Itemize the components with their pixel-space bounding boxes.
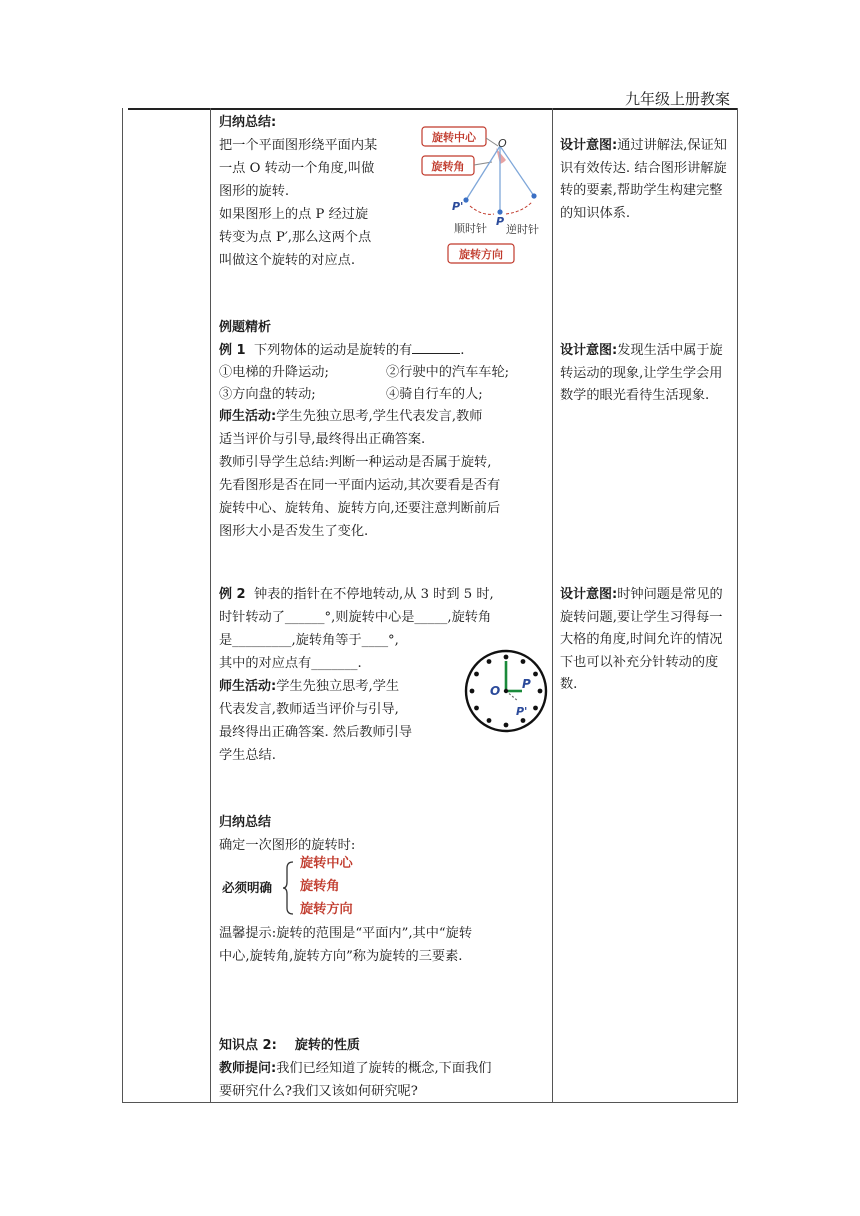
summary-line: 图形的旋转. (219, 184, 290, 199)
examples-title: 例题精析 (219, 320, 272, 335)
clockwise-label: 顺时针 (454, 222, 487, 235)
summary-line: 叫做这个旋转的对应点. (219, 253, 356, 268)
activity-line: 适当评价与引导,最终得出正确答案. (219, 432, 426, 447)
design-intent-3: 设计意图:时钟问题是常见的旋转问题,要让学生习得每一大格的角度,时间允许的情况下也可以补充分针转动的度数. (560, 587, 723, 692)
tip-line: 中心,旋转角,旋转方向”称为旋转的三要素. (219, 949, 463, 964)
example-2-question: 时针转动了______°,则旋转中心是_____,旋转角 (219, 610, 492, 625)
activity-line: 师生活动:学生先独立思考,学生代表发言,教师 (219, 409, 483, 424)
table-col-divider-2 (552, 108, 553, 1103)
summary-line: 图形大小是否发生了变化. (219, 524, 369, 539)
summary-line: 把一个平面图形绕平面内某 (219, 138, 378, 153)
table-border-left (122, 108, 123, 1103)
clock-p-label: P (522, 677, 531, 691)
knowledge-point-2-title: 知识点 2: 旋转的性质 (219, 1038, 360, 1053)
teacher-question: 要研究什么?我们又该如何研究呢? (219, 1084, 418, 1099)
point-o-label: O (498, 137, 507, 150)
table-bottom-rule (122, 1102, 738, 1103)
point-p-label: P (496, 215, 505, 228)
activity-line: 代表发言,教师适当评价与引导, (219, 702, 399, 717)
rotation-direction-label: 旋转方向 (459, 248, 503, 261)
rotation-diagram (418, 124, 550, 266)
counterclockwise-label: 逆时针 (506, 223, 539, 236)
summary-line: 先看图形是否在同一平面内运动,其次要看是否有 (219, 478, 501, 493)
summary-line: 旋转中心、旋转角、旋转方向,还要注意判断前后 (219, 501, 501, 516)
example-1-question: 例 1 下列物体的运动是旋转的有 . (219, 343, 465, 358)
option: ④骑自行车的人; (386, 387, 483, 402)
example-2-question: 例 2 钟表的指针在不停地转动,从 3 时到 5 时, (219, 587, 494, 602)
table-border-right (737, 108, 738, 1103)
summary2-title: 归纳总结 (219, 815, 272, 830)
page-header: 九年级上册教案 (624, 90, 730, 108)
clock-diagram (462, 648, 550, 734)
rotation-center-label: 旋转中心 (432, 131, 476, 144)
clock-p-prime-label: P' (516, 705, 528, 718)
brace-icon (283, 860, 295, 916)
summary-line: 一点 O 转动一个角度,叫做 (219, 161, 375, 176)
design-intent-1: 设计意图:通过讲解法,保证知识有效传达. 结合图形讲解旋转的要素,帮助学生构建完整的知识体系. (560, 138, 727, 221)
rotation-angle-label: 旋转角 (431, 160, 465, 173)
activity-line: 学生总结. (219, 748, 276, 763)
example-2-question: 是_________,旋转角等于____°, (219, 633, 399, 648)
summary-line: 教师引导学生总结:判断一种运动是否属于旋转, (219, 455, 492, 470)
design-intent-2: 设计意图:发现生活中属于旋转运动的现象,让学生学会用数学的眼光看待生活现象. (560, 343, 723, 403)
option: ③方向盘的转动; (219, 387, 316, 402)
element-rotation-direction: 旋转方向 (300, 902, 353, 917)
teacher-question: 教师提问:我们已经知道了旋转的概念,下面我们 (219, 1061, 492, 1076)
tip-line: 温馨提示:旋转的范围是“平面内”,其中“旋转 (219, 926, 473, 941)
header-rule (128, 108, 738, 110)
summary-line: 如果图形上的点 P 经过旋 (219, 207, 369, 222)
summary-line: 转变为点 P′,那么这两个点 (219, 230, 372, 245)
summary-title: 归纳总结: (219, 115, 277, 130)
element-rotation-angle: 旋转角 (300, 879, 340, 894)
option: ①电梯的升降运动; (219, 365, 329, 380)
table-col-divider-1 (210, 108, 211, 1103)
element-rotation-center: 旋转中心 (300, 856, 353, 871)
option: ②行驶中的汽车车轮; (386, 365, 510, 380)
clock-o-label: O (490, 684, 501, 698)
point-p-prime-label: P' (452, 200, 464, 213)
must-clarify-label: 必须明确 (222, 880, 273, 895)
example-2-question: 其中的对应点有_______. (219, 656, 362, 671)
summary2-intro: 确定一次图形的旋转时: (219, 838, 356, 853)
activity-line: 最终得出正确答案. 然后教师引导 (219, 725, 413, 740)
activity-line: 师生活动:学生先独立思考,学生 (219, 679, 400, 694)
